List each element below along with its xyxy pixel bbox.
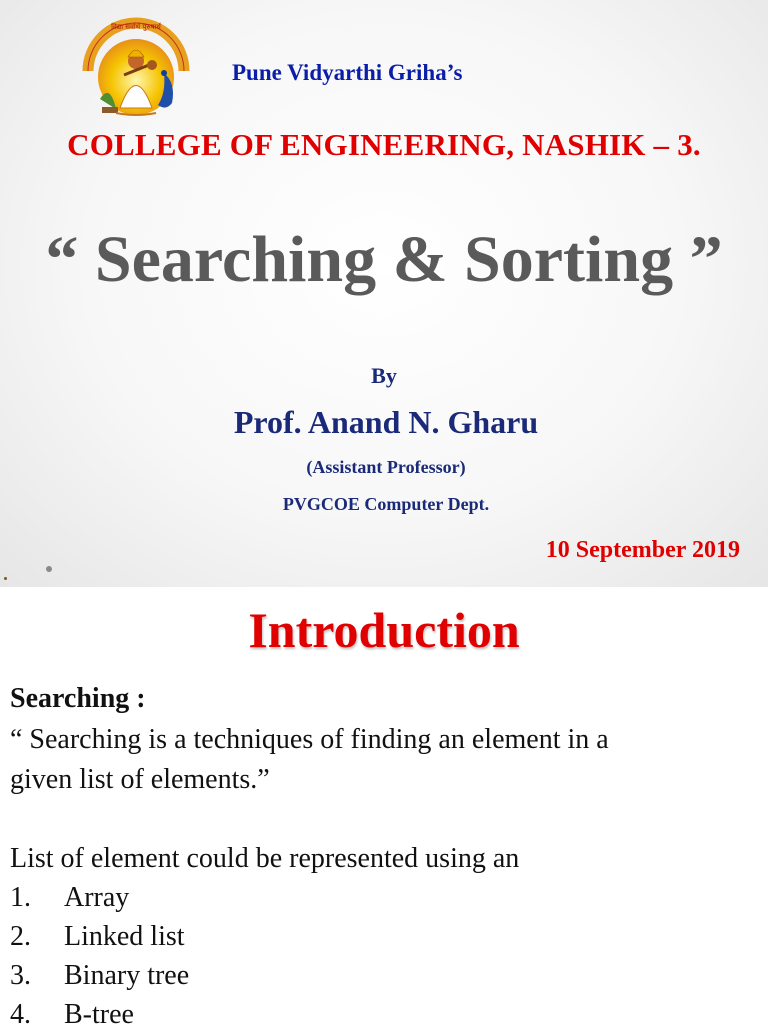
list-item bbox=[10, 921, 185, 953]
logo-motto: विद्या सर्वार्थ पुरुषार्थ bbox=[111, 23, 161, 31]
searching-label: Searching : bbox=[10, 683, 146, 714]
list-item-text: Binary tree bbox=[64, 960, 190, 991]
bullet-dot-icon bbox=[46, 566, 52, 572]
author-department: PVGCOE Computer Dept. bbox=[282, 494, 490, 514]
definition-line-2: given list of elements.” bbox=[10, 764, 270, 795]
introduction-slide bbox=[0, 601, 768, 1024]
list-item-text: Array bbox=[64, 882, 130, 913]
slide-heading: Introduction bbox=[248, 602, 520, 658]
presentation-title: “ Searching & Sorting ” bbox=[45, 223, 723, 296]
list-item bbox=[10, 999, 134, 1024]
list-item-number: 1. bbox=[10, 882, 31, 913]
list-item-number: 4. bbox=[10, 999, 31, 1024]
institution-name: Pune Vidyarthi Griha’s bbox=[232, 60, 463, 85]
list-item bbox=[10, 960, 189, 992]
list-item bbox=[10, 882, 129, 914]
author-designation: (Assistant Professor) bbox=[306, 457, 466, 477]
slide-separator bbox=[0, 587, 768, 601]
list-item-text: B-tree bbox=[64, 999, 134, 1024]
list-intro: List of element could be represented using an bbox=[10, 843, 520, 874]
author-name: Prof. Anand N. Gharu bbox=[233, 404, 539, 440]
definition-line-1: “ Searching is a techniques of finding an element in a bbox=[10, 724, 609, 755]
by-label: By bbox=[371, 363, 397, 388]
list-item-number: 2. bbox=[10, 921, 31, 952]
corner-dot-icon bbox=[4, 577, 7, 580]
saraswati-emblem-icon bbox=[80, 13, 192, 121]
list-item-number: 3. bbox=[10, 960, 31, 991]
college-name: COLLEGE OF ENGINEERING, NASHIK – 3. bbox=[67, 127, 701, 162]
presentation-date: 10 September 2019 bbox=[545, 537, 740, 563]
list-item-text: Linked list bbox=[64, 921, 185, 952]
